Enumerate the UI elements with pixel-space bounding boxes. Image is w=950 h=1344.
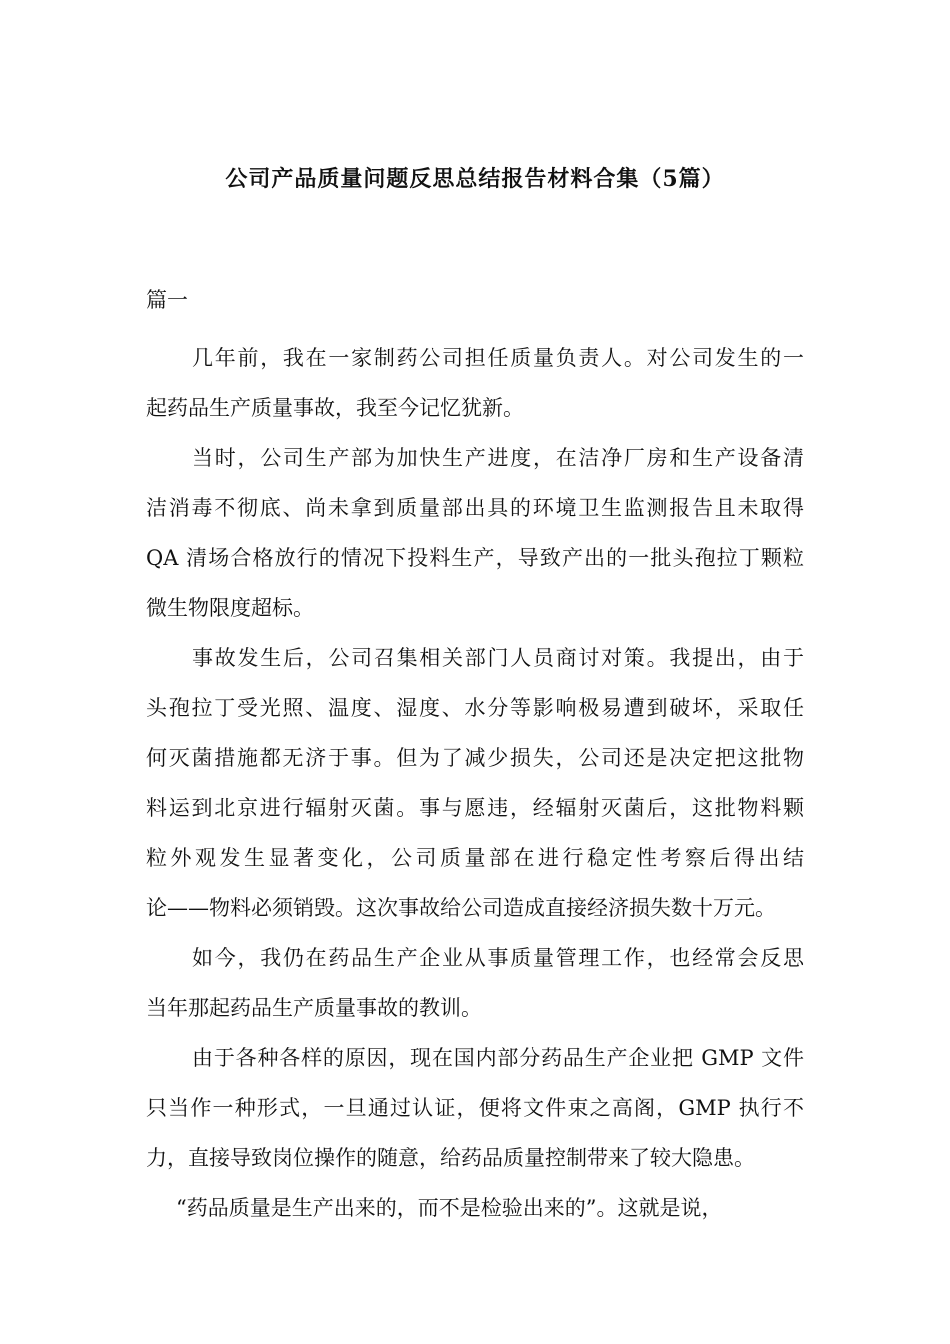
text-line: 料运到北京进行辐射灭菌。事与愿违，经辐射灭菌后，这批物料颗 (146, 796, 804, 820)
text-line: 只当作一种形式，一旦通过认证，便将文件束之高阁，GMP 执行不 (146, 1096, 804, 1120)
paragraph (146, 433, 804, 633)
document-title: 公司产品质量问题反思总结报告材料合集（5篇） (225, 166, 725, 192)
text-line: 事故发生后，公司召集相关部门人员商讨对策。我提出，由于 (192, 646, 804, 670)
paragraph (146, 933, 804, 1033)
text-line: 何灭菌措施都无济于事。但为了减少损失，公司还是决定把这批物 (146, 746, 804, 770)
text-line: 洁消毒不彻底、尚未拿到质量部出具的环境卫生监测报告且未取得 (146, 496, 804, 520)
paragraph (146, 1183, 804, 1233)
document-body (146, 283, 804, 1233)
text-line: 粒外观发生显著变化，公司质量部在进行稳定性考察后得出结 (146, 846, 804, 870)
text-line: 由于各种各样的原因，现在国内部分药品生产企业把 GMP 文件 (192, 1046, 804, 1070)
paragraphs (146, 333, 804, 1233)
text-line: 如今，我仍在药品生产企业从事质量管理工作，也经常会反思 (192, 946, 804, 970)
text-line: “药品质量是生产出来的，而不是检验出来的”。这就是说， (176, 1196, 723, 1220)
text-line: QA 清场合格放行的情况下投料生产，导致产出的一批头孢拉丁颗粒 (146, 546, 804, 570)
text-line: 力，直接导致岗位操作的随意，给药品质量控制带来了较大隐患。 (146, 1146, 755, 1170)
text-line: 微生物限度超标。 (146, 596, 314, 620)
text-line: 起药品生产质量事故，我至今记忆犹新。 (146, 396, 524, 420)
paragraph (146, 1033, 804, 1183)
section-heading: 篇一 (146, 288, 188, 312)
text-line: 当年那起药品生产质量事故的教训。 (146, 996, 482, 1020)
text-line: 当时，公司生产部为加快生产进度，在洁净厂房和生产设备清 (192, 446, 804, 470)
text-line: 头孢拉丁受光照、温度、湿度、水分等影响极易遭到破坏，采取任 (146, 696, 804, 720)
text-line: 论——物料必须销毁。这次事故给公司造成直接经济损失数十万元。 (146, 896, 776, 920)
paragraph (146, 633, 804, 933)
text-line: 几年前，我在一家制药公司担任质量负责人。对公司发生的一 (192, 346, 804, 370)
paragraph (146, 333, 804, 433)
